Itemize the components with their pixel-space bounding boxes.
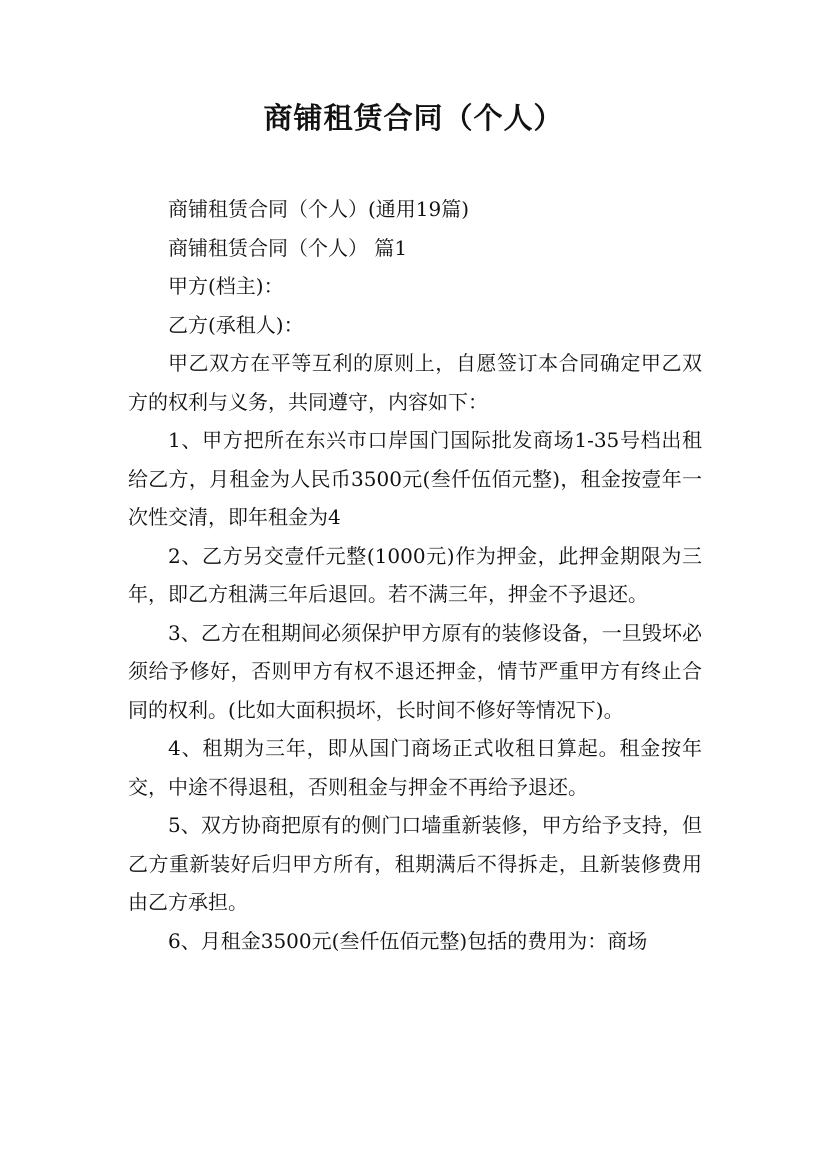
paragraph-party-a: 甲方(档主)： <box>168 274 284 298</box>
paragraph-clause-1: 1、甲方把所在东兴市口岸国门国际批发商场1-35号档出租给乙方，月租金为人民币3500元(叁仟伍佰元整)，租金按壹年一次性交清，即年租金为4 <box>128 428 702 529</box>
paragraph-preamble: 甲乙双方在平等互利的原则上，自愿签订本合同确定甲乙双方的权利与义务，共同遵守，内容如下： <box>128 351 702 414</box>
paragraph-clause-4: 4、租期为三年，即从国门商场正式收租日算起。租金按年交，中途不得退租，否则租金与押金不再给予退还。 <box>128 736 702 799</box>
paragraph-clause-2: 2、乙方另交壹仟元整(1000元)作为押金，此押金期限为三年，即乙方租满三年后退回。若不满三年，押金不予退还。 <box>128 543 702 606</box>
paragraph-clause-3: 3、乙方在租期间必须保护甲方原有的装修设备，一旦毁坏必须给予修好，否则甲方有权不退还押金，情节严重甲方有终止合同的权利。(比如大面积损坏，长时间不修好等情况下)。 <box>128 620 702 722</box>
paragraph-party-b: 乙方(承租人)： <box>168 312 304 337</box>
document-body <box>128 190 702 960</box>
paragraph-subtitle: 商铺租赁合同（个人）(通用19篇) <box>168 197 470 221</box>
paragraph-clause-5: 5、双方协商把原有的侧门口墙重新装修，甲方给予支持，但乙方重新装好后归甲方所有，租期满后不得拆走，且新装修费用由乙方承担。 <box>128 813 702 914</box>
paragraph-clause-6: 6、月租金3500元(叁仟伍佰元整)包括的费用为：商场 <box>168 928 648 953</box>
document-title: 商铺租赁合同（个人） <box>263 101 564 135</box>
paragraph-section-heading: 商铺租赁合同（个人） 篇1 <box>168 235 408 260</box>
